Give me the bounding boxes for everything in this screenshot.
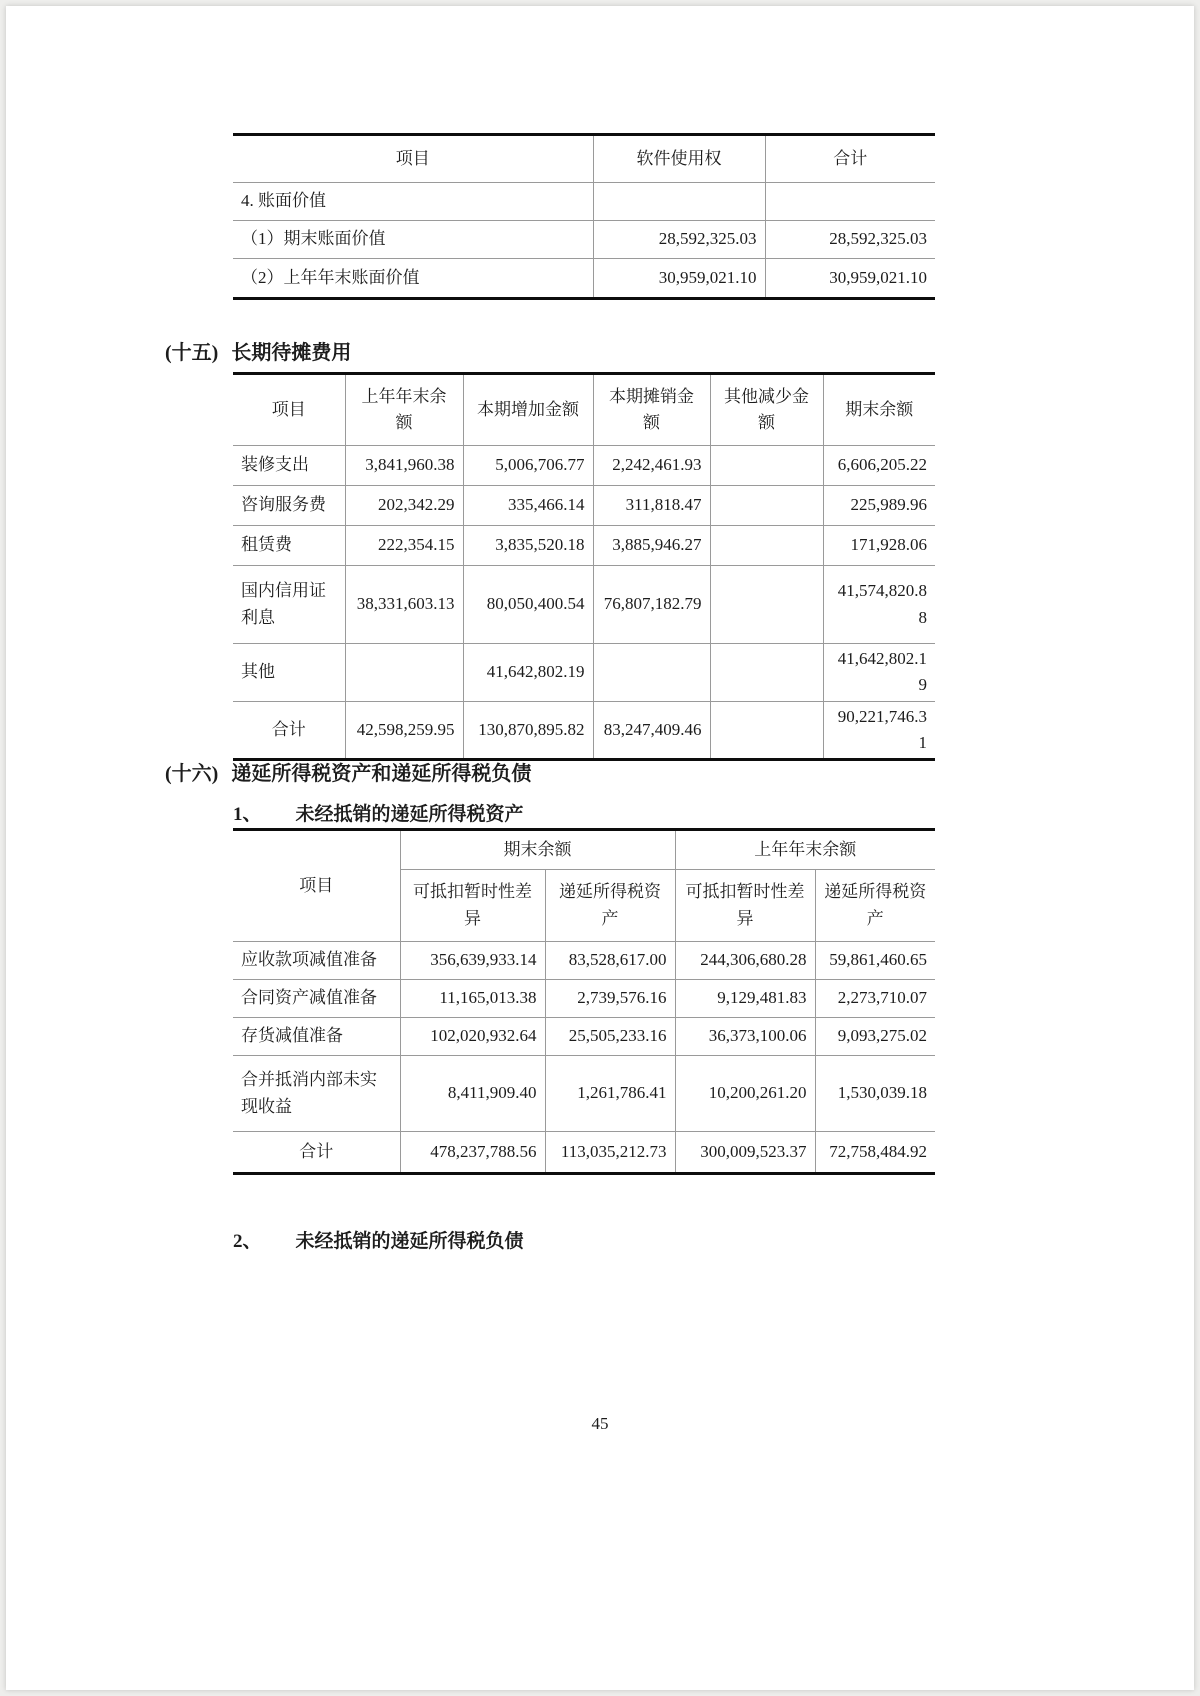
- cell-value: [765, 183, 935, 221]
- carrying-value-table: [233, 133, 935, 300]
- long-term-deferred-expense-table: [233, 372, 935, 761]
- column-group-header: 上年年末余额: [675, 830, 935, 870]
- table-row: [233, 221, 935, 259]
- table-row: [233, 526, 935, 566]
- column-header: 本期增加金额: [463, 374, 593, 446]
- cell-value: 311,818.47: [593, 486, 710, 526]
- cell-value: 83,528,617.00: [545, 942, 675, 980]
- cell-value: 41,642,802.19: [823, 644, 935, 702]
- cell-value: 76,807,182.79: [593, 566, 710, 644]
- section-number: (十六): [165, 763, 219, 785]
- cell-value: [710, 446, 823, 486]
- cell-value: 9,093,275.02: [815, 1018, 935, 1056]
- section-title: 递延所得税资产和递延所得税负债: [231, 763, 532, 785]
- deferred-tax-asset-table: [233, 828, 935, 1175]
- cell-value: 25,505,233.16: [545, 1018, 675, 1056]
- cell-value: 80,050,400.54: [463, 566, 593, 644]
- cell-value: [710, 526, 823, 566]
- row-label: 合并抵消内部未实现收益: [233, 1056, 400, 1132]
- table-row-total: [233, 701, 935, 760]
- cell-value: 300,009,523.37: [675, 1132, 815, 1174]
- cell-value: 36,373,100.06: [675, 1018, 815, 1056]
- table-row: [233, 644, 935, 702]
- column-header: 可抵扣暂时性差异: [675, 870, 815, 942]
- table-row: [233, 183, 935, 221]
- cell-value: 30,959,021.10: [593, 259, 765, 299]
- cell-value: 90,221,746.31: [823, 701, 935, 760]
- row-label: （1）期末账面价值: [233, 221, 593, 259]
- subsection-heading-1: [233, 799, 524, 826]
- row-label: （2）上年年末账面价值: [241, 267, 420, 287]
- column-header: 期末余额: [823, 374, 935, 446]
- cell-value: 244,306,680.28: [675, 942, 815, 980]
- cell-value: [710, 644, 823, 702]
- column-header: 递延所得税资产: [815, 870, 935, 942]
- section-number: (十五): [165, 342, 219, 364]
- cell-value: 9,129,481.83: [675, 980, 815, 1018]
- cell-value: 1,261,786.41: [545, 1056, 675, 1132]
- cell-value: 2,242,461.93: [593, 446, 710, 486]
- subsection-number: 2、: [233, 1231, 262, 1252]
- cell-value: 11,165,013.38: [400, 980, 545, 1018]
- row-label: 装修支出: [233, 446, 345, 486]
- cell-value: [593, 644, 710, 702]
- column-header: 本期摊销金额: [593, 374, 710, 446]
- cell-value: 113,035,212.73: [545, 1132, 675, 1174]
- cell-value: 2,273,710.07: [815, 980, 935, 1018]
- row-label: 租赁费: [233, 526, 345, 566]
- cell-value: 8,411,909.40: [400, 1056, 545, 1132]
- row-label: 其他: [233, 644, 345, 702]
- row-label: 存货减值准备: [233, 1018, 400, 1056]
- cell-value: 72,758,484.92: [815, 1132, 935, 1174]
- table-row: [233, 980, 935, 1018]
- table-row: [233, 1018, 935, 1056]
- cell-value: 102,020,932.64: [400, 1018, 545, 1056]
- cell-value: 59,861,460.65: [815, 942, 935, 980]
- cell-value: 3,835,520.18: [463, 526, 593, 566]
- row-label: 合计: [299, 1141, 334, 1161]
- section-heading-16: [165, 757, 531, 786]
- row-label: 合计: [271, 719, 306, 739]
- row-label: 应收款项减值准备: [233, 942, 400, 980]
- document-page: [6, 6, 1194, 1690]
- cell-value: 83,247,409.46: [593, 701, 710, 760]
- subsection-title: 未经抵销的递延所得税资产: [295, 804, 524, 825]
- cell-value: 335,466.14: [463, 486, 593, 526]
- cell-value: 171,928.06: [823, 526, 935, 566]
- cell-value: 28,592,325.03: [593, 221, 765, 259]
- table-row: [233, 1056, 935, 1132]
- row-label: 国内信用证利息: [233, 566, 345, 644]
- cell-value: [593, 183, 765, 221]
- page-number: 45: [591, 1414, 609, 1433]
- cell-value: 38,331,603.13: [345, 566, 463, 644]
- row-label: 4. 账面价值: [233, 183, 593, 221]
- column-header: 项目: [233, 135, 593, 183]
- column-header: 项目: [233, 830, 400, 942]
- column-header: 递延所得税资产: [545, 870, 675, 942]
- subsection-title: 未经抵销的递延所得税负债: [295, 1231, 524, 1252]
- cell-value: 41,642,802.19: [463, 644, 593, 702]
- cell-value: 2,739,576.16: [545, 980, 675, 1018]
- cell-value: 41,574,820.88: [823, 566, 935, 644]
- column-header: 上年年末余额: [345, 374, 463, 446]
- row-label: 合同资产减值准备: [233, 980, 400, 1018]
- cell-value: [710, 566, 823, 644]
- cell-value: 202,342.29: [345, 486, 463, 526]
- section-heading-15: [165, 336, 351, 365]
- cell-value: 3,841,960.38: [345, 446, 463, 486]
- cell-value: 10,200,261.20: [675, 1056, 815, 1132]
- cell-value: 222,354.15: [345, 526, 463, 566]
- section-title: 长期待摊费用: [231, 342, 352, 364]
- subsection-number: 1、: [233, 804, 262, 825]
- column-header: 项目: [233, 374, 345, 446]
- cell-value: 3,885,946.27: [593, 526, 710, 566]
- cell-value: 225,989.96: [823, 486, 935, 526]
- column-header: 可抵扣暂时性差异: [400, 870, 545, 942]
- table-row: [233, 566, 935, 644]
- cell-value: 30,959,021.10: [765, 259, 935, 299]
- cell-value: 28,592,325.03: [765, 221, 935, 259]
- cell-value: 6,606,205.22: [823, 446, 935, 486]
- column-header: 软件使用权: [593, 135, 765, 183]
- cell-value: [710, 486, 823, 526]
- cell-value: 130,870,895.82: [463, 701, 593, 760]
- subsection-heading-2: [233, 1226, 524, 1253]
- column-header: 合计: [765, 135, 935, 183]
- row-label: 咨询服务费: [233, 486, 345, 526]
- cell-value: 478,237,788.56: [400, 1132, 545, 1174]
- cell-value: [345, 644, 463, 702]
- table-row-total: [233, 1132, 935, 1174]
- cell-value: 42,598,259.95: [345, 701, 463, 760]
- table-row: [233, 259, 935, 299]
- cell-value: 5,006,706.77: [463, 446, 593, 486]
- table-row: [233, 486, 935, 526]
- column-header: 其他减少金额: [710, 374, 823, 446]
- cell-value: 356,639,933.14: [400, 942, 545, 980]
- column-group-header: 期末余额: [400, 830, 675, 870]
- table-row: [233, 942, 935, 980]
- table-row: [233, 446, 935, 486]
- cell-value: [710, 701, 823, 760]
- cell-value: 1,530,039.18: [815, 1056, 935, 1132]
